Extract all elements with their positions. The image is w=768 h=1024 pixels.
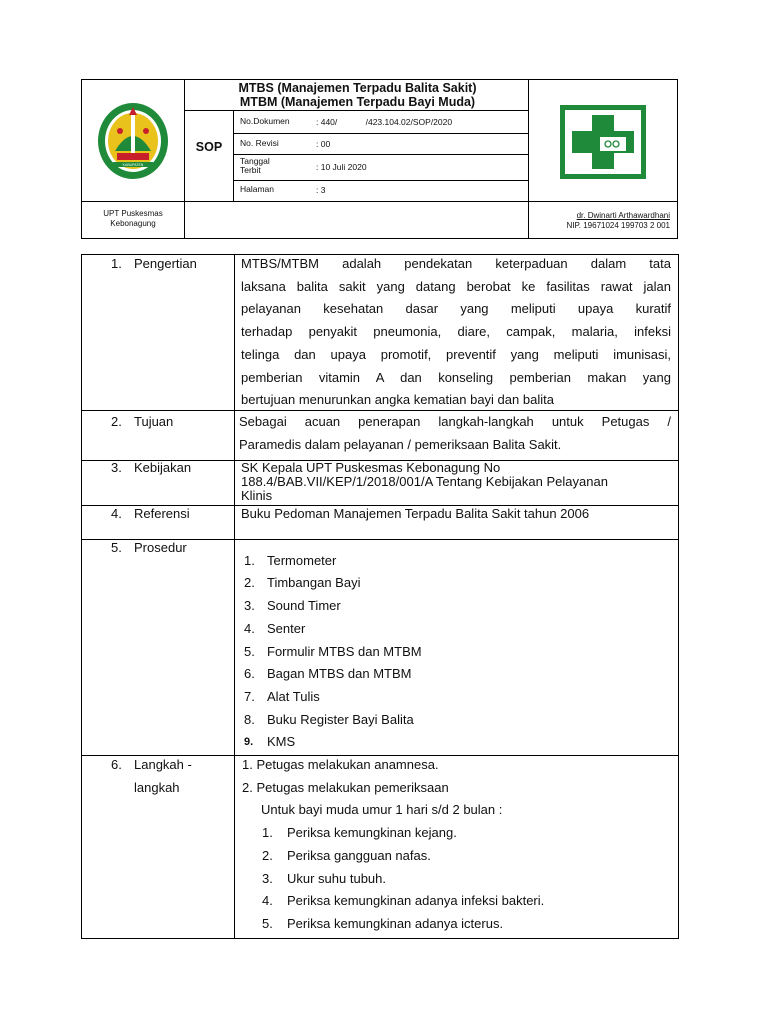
section-number: 6. <box>111 757 122 772</box>
list-item-number: 9. <box>244 736 254 748</box>
text-line: 188.4/BAB.VII/KEP/1/2018/001/A Tentang Kebijakan Pelayanan <box>241 474 608 489</box>
text-line: pemberian vitamin A dan konseling pemberian makan yang <box>241 369 671 385</box>
list-item: Sound Timer <box>267 598 341 613</box>
text-line: pelayanan kesehatan dasar yang meliputi upaya kuratif <box>241 301 671 317</box>
section-label-referensi: Referensi <box>134 506 190 521</box>
sop-label: SOP <box>195 140 223 154</box>
revision-label: No. Revisi <box>240 138 279 148</box>
doc-number-label: No.Dokumen <box>240 116 290 126</box>
list-item: Periksa kemungkinan kejang. <box>287 825 457 840</box>
puskesmas-logo <box>560 105 646 179</box>
divider <box>82 755 678 756</box>
text-line: SK Kepala UPT Puskesmas Kebonagung No <box>241 460 501 475</box>
sop-content-table <box>81 254 679 939</box>
page-value: : 3 <box>316 185 326 195</box>
list-item: Alat Tulis <box>267 689 320 704</box>
section-number: 2. <box>111 414 122 429</box>
signer-name: dr. Dwinarti Arthawardhani <box>576 211 670 220</box>
section-number: 1. <box>111 256 122 271</box>
list-item: Formulir MTBS dan MTBM <box>267 644 422 659</box>
referensi-text: Buku Pedoman Manajemen Terpadu Balita Sakit tahun 2006 <box>241 506 590 521</box>
section-label-pengertian: Pengertian <box>134 256 197 271</box>
revision-value: : 00 <box>316 139 331 149</box>
list-item: Senter <box>267 621 306 636</box>
organization-line2: Kebonagung <box>110 219 156 228</box>
signer-nip: NIP. 19671024 199703 2 001 <box>566 221 670 230</box>
list-item: KMS <box>267 734 296 749</box>
organization-name <box>82 209 184 229</box>
list-item: Periksa kemungkinan adanya icterus. <box>287 916 504 931</box>
step-2: 2. Petugas melakukan pemeriksaan <box>242 780 449 795</box>
list-item-number: 1. <box>244 553 255 568</box>
doc-title-line2: MTBM (Manajemen Terpadu Bayi Muda) <box>239 95 476 109</box>
issue-date-label-2: Terbit <box>240 165 261 175</box>
list-item-number: 5. <box>262 916 273 931</box>
text-line: MTBS/MTBM adalah pendekatan keterpaduan dalam tata <box>241 256 671 271</box>
list-item-number: 4. <box>262 893 273 908</box>
kebijakan-text <box>241 461 673 503</box>
sop-header-table <box>81 79 678 239</box>
divider <box>233 133 528 134</box>
issue-date-label-1: Tanggal <box>240 156 270 166</box>
list-item: Termometer <box>267 553 337 568</box>
list-item-number: 3. <box>262 871 273 886</box>
text-line: bertujuan menurunkan angka kematian bayi dan balita <box>241 392 554 408</box>
issue-date-value: : 10 Juli 2020 <box>316 162 367 172</box>
list-item-number: 7. <box>244 689 255 704</box>
list-item: Periksa kemungkinan adanya infeksi bakteri. <box>287 893 545 908</box>
list-item: Buku Register Bayi Balita <box>267 712 414 727</box>
list-item-number: 3. <box>244 598 255 613</box>
list-item-number: 1. <box>262 825 273 840</box>
divider <box>233 154 528 155</box>
doc-title-line1: MTBS (Manajemen Terpadu Balita Sakit) <box>238 81 477 95</box>
page-label: Halaman <box>240 184 275 194</box>
text-line: Klinis <box>241 488 273 503</box>
section-label-kebijakan: Kebijakan <box>134 460 192 475</box>
organization-line1: UPT Puskesmas <box>103 209 163 218</box>
list-item-number: 2. <box>244 575 255 590</box>
text-line: Paramedis dalam pelayanan / pemeriksaan Balita Sakit. <box>239 436 562 452</box>
text-line: terhadap penyakit pneumonia, diare, campak, malaria, infeksi <box>241 324 671 340</box>
list-item-number: 8. <box>244 712 255 727</box>
text-line: Sebagai acuan penerapan langkah-langkah untuk Petugas / <box>239 414 671 429</box>
list-item: Timbangan Bayi <box>267 575 361 590</box>
section-label-prosedur: Prosedur <box>134 540 187 555</box>
pengertian-text <box>241 253 671 412</box>
section-number: 4. <box>111 506 122 521</box>
doc-number-value: : 440/ /423.104.02/SOP/2020 <box>316 117 453 127</box>
tujuan-text <box>239 411 671 456</box>
text-line: laksana balita sakit yang datang berobat ke fasilitas rawat jalan <box>241 278 671 294</box>
step-2-intro: Untuk bayi muda umur 1 hari s/d 2 bulan : <box>261 802 503 817</box>
step-1: 1. Petugas melakukan anamnesa. <box>242 757 439 772</box>
divider <box>233 110 234 201</box>
divider <box>184 110 528 111</box>
signature-block <box>528 211 670 231</box>
section-label-langkah-2: langkah <box>134 780 180 795</box>
divider <box>82 201 677 202</box>
list-item-number: 2. <box>262 848 273 863</box>
section-label-langkah-1: Langkah - <box>134 757 192 772</box>
list-item-number: 4. <box>244 621 255 636</box>
divider <box>234 255 235 938</box>
svg-text:KABUPATEN: KABUPATEN <box>122 163 144 167</box>
list-item-number: 6. <box>244 666 255 681</box>
section-number: 3. <box>111 460 122 475</box>
text-line: telinga dan upaya promotif, preventif yang meliputi imunisasi, <box>241 346 671 362</box>
issue-date-label <box>240 157 270 175</box>
section-number: 5. <box>111 540 122 555</box>
divider <box>233 180 528 181</box>
regency-emblem-logo <box>95 101 171 181</box>
list-item: Ukur suhu tubuh. <box>287 871 387 886</box>
list-item: Periksa gangguan nafas. <box>287 848 431 863</box>
section-label-tujuan: Tujuan <box>134 414 174 429</box>
list-item: Bagan MTBS dan MTBM <box>267 666 412 681</box>
list-item-number: 5. <box>244 644 255 659</box>
